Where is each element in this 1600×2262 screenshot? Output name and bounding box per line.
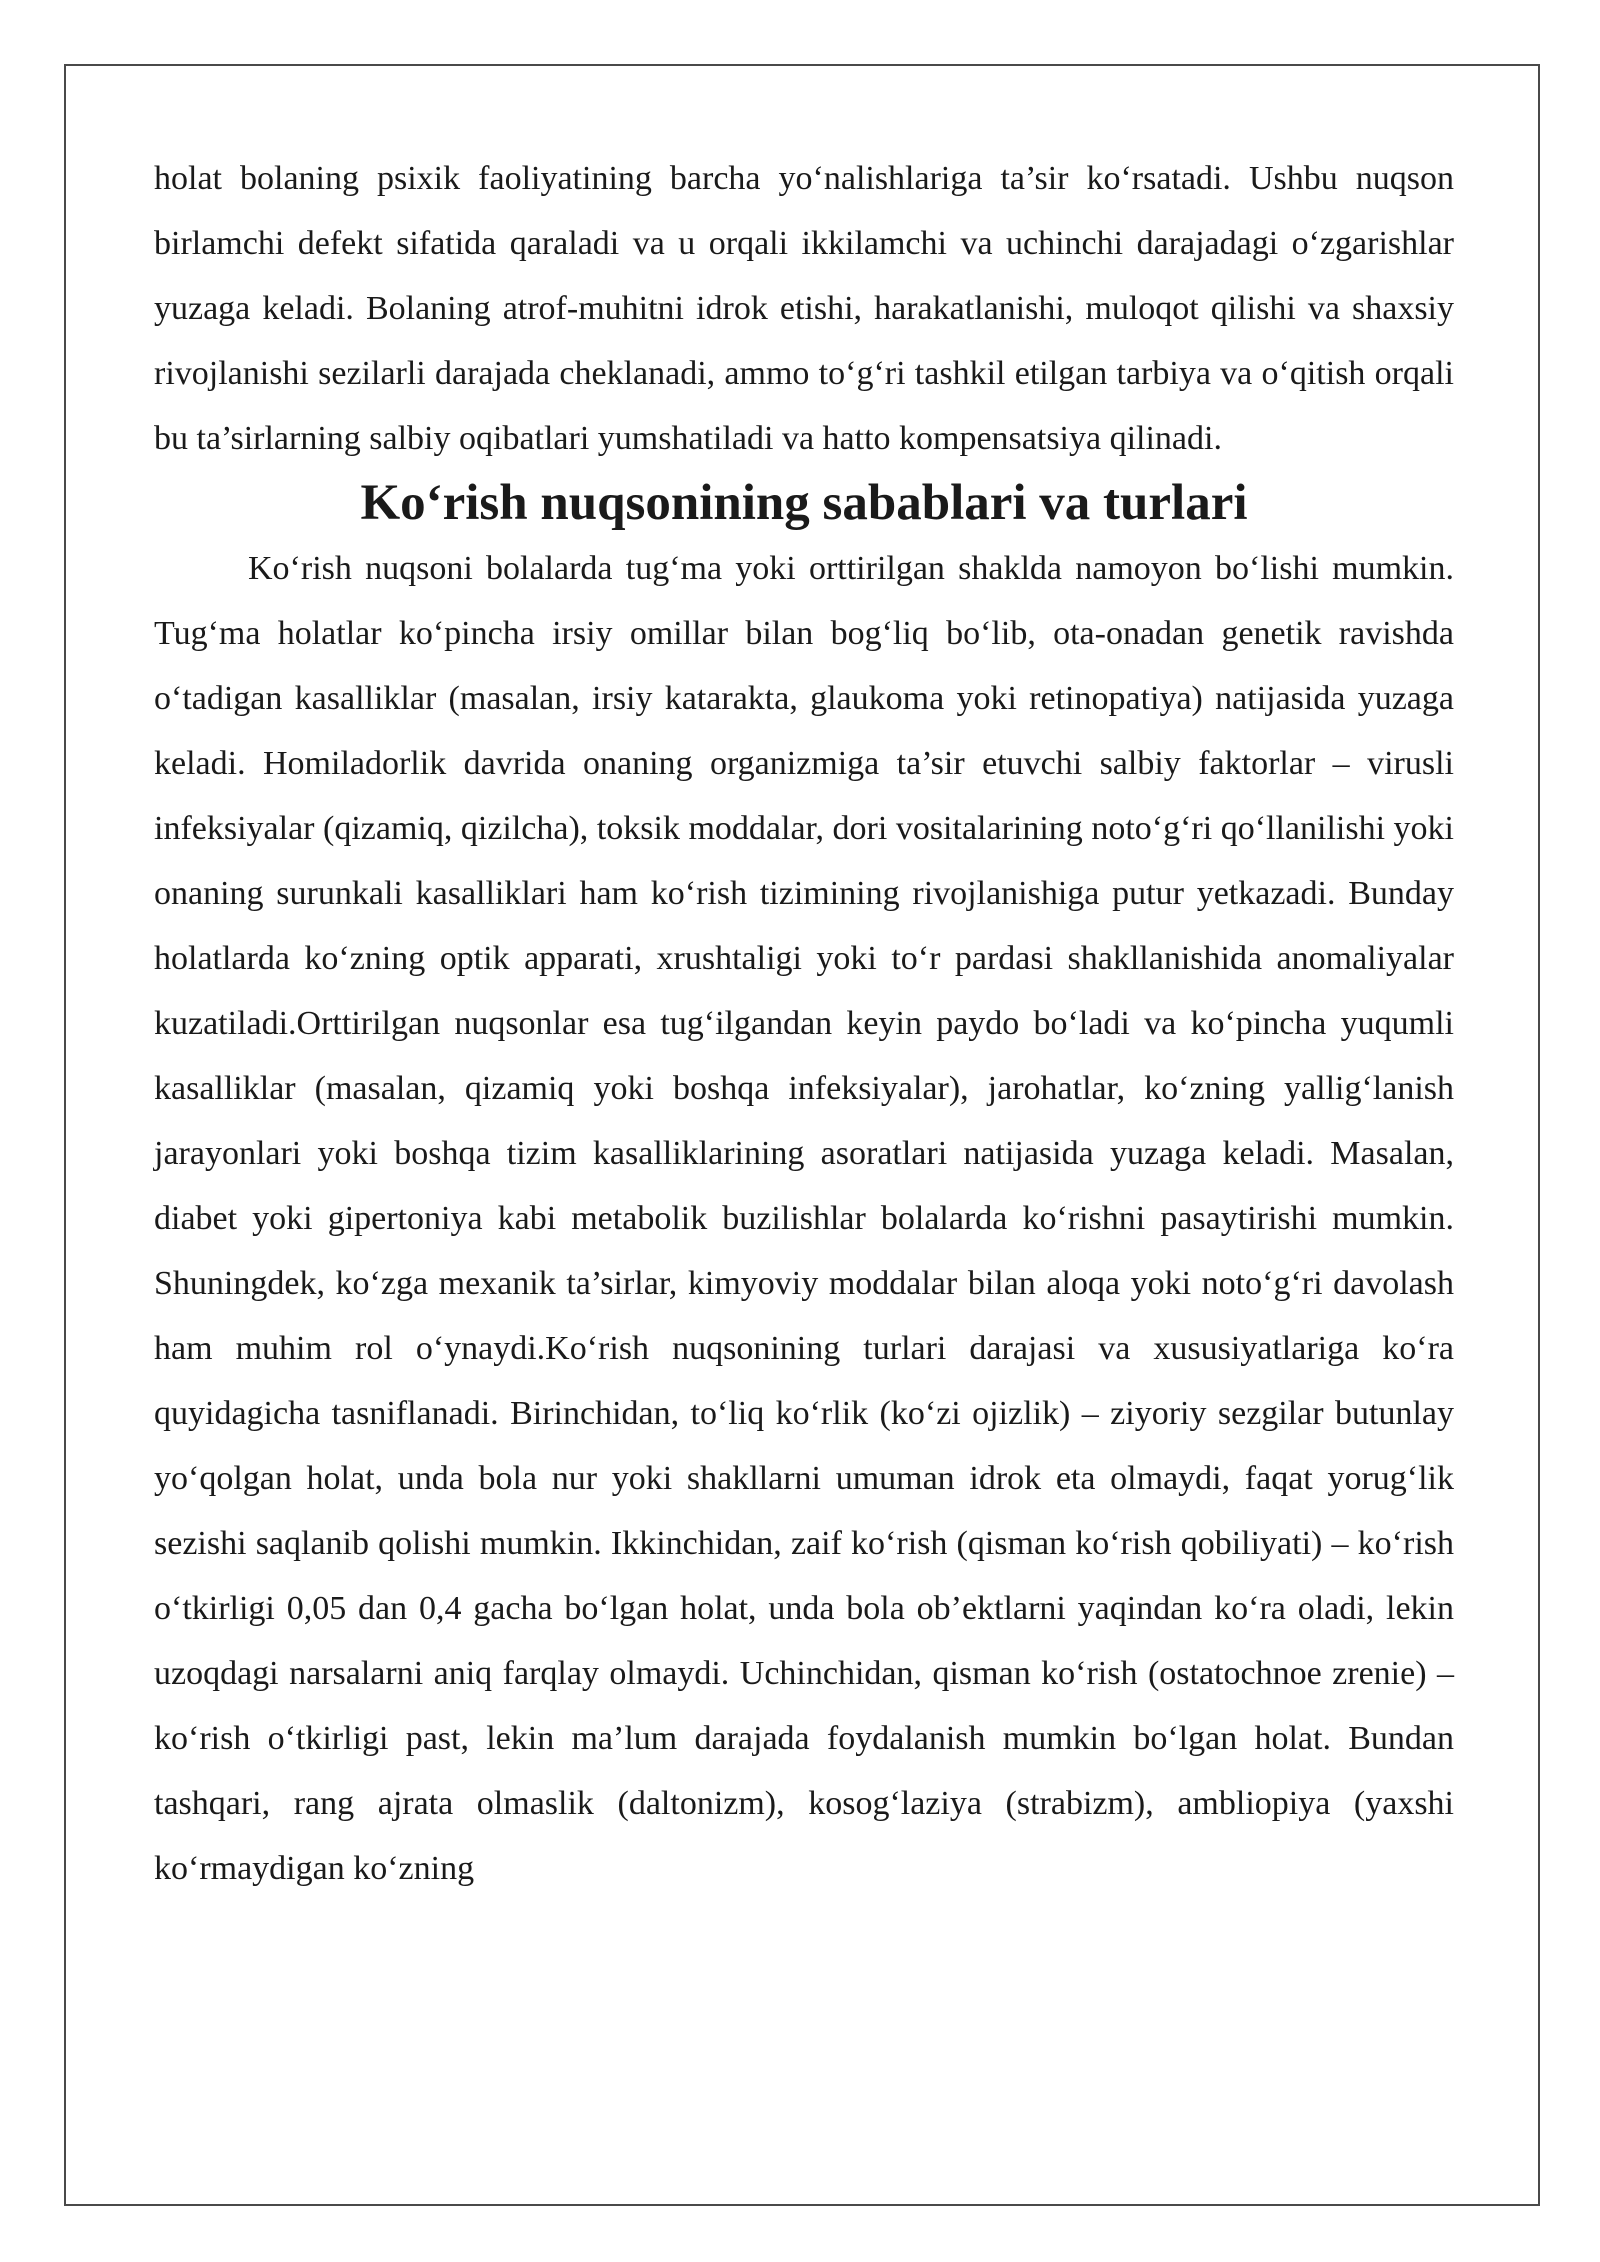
paragraph-continued: holat bolaning psixik faoliyatining barcha yo‘nalishlariga ta’sir ko‘rsatadi. Ushbu nuqson birlamchi defekt sifatida qaraladi va u orqali ikkilamchi va uchinchi darajadagi o‘zgarishlar yuzaga keladi. Bolaning atrof-muhitni idrok etishi, harakatlanishi, muloqot qilishi va shaxsiy rivojlanishi sezilarli darajada cheklanadi, ammo to‘g‘ri tashkil etilgan tarbiya va o‘qitish orqali bu ta’sirlarning salbiy oqibatlari yumshatiladi va hatto kompensatsiya qilinadi. bbox=[154, 160, 1454, 457]
document-body bbox=[154, 146, 1454, 1901]
section-paragraph: Ko‘rish nuqsoni bolalarda tug‘ma yoki orttirilgan shakldа namoyon bo‘lishi mumkin. Tug‘ma holatlar ko‘pincha irsiy omillar bilan bog‘liq bo‘lib, ota-onadan genetik ravishda o‘tadigan kasalliklar (masalan, irsiy katarakta, glaukoma yoki retinopatiya) natijasida yuzaga keladi. Homiladorlik davrida onaning organizmiga ta’sir etuvchi salbiy faktorlar – virusli infeksiyalar (qizamiq, qizilcha), toksik moddalar, dori vositalarining noto‘g‘ri qo‘llanilishi yoki onaning surunkali kasalliklari ham ko‘rish tizimining rivojlanishiga putur yetkazadi. Bunday holatlarda ko‘zning optik apparati, xrushtaligi yoki to‘r pardasi shakllanishida anomaliyalar kuzatiladi.Orttirilgan nuqsonlar esa tug‘ilgandan keyin paydo bo‘ladi va ko‘pincha yuqumli kasalliklar (masalan, qizamiq yoki boshqa infeksiyalar), jarohatlar, ko‘zning yallig‘lanish jarayonlari yoki boshqa tizim kasalliklarining asoratlari natijasida yuzaga keladi. Masalan, diabet yoki gipertoniya kabi metabolik buzilishlar bolalarda ko‘rishni pasaytirishi mumkin. Shuningdek, ko‘zga mexanik ta’sirlar, kimyoviy moddalar bilan aloqa yoki noto‘g‘ri davolash ham muhim rol o‘ynaydi.Ko‘rish nuqsonining turlari darajasi va xususiyatlariga ko‘ra quyidagicha tasniflanadi. Birinchidan, to‘liq ko‘rlik (ko‘zi ojizlik) – ziyoriy sezgilar butunlay yo‘qolgan holat, unda bola nur yoki shakllarni umuman idrok eta olmaydi, faqat yorug‘lik sezishi saqlanib qolishi mumkin. Ikkinchidan, zaif ko‘rish (qisman ko‘rish qobiliyati) – ko‘rish o‘tkirligi 0,05 dan 0,4 gacha bo‘lgan holat, unda bola ob’ektlarni yaqindan ko‘ra oladi, lekin uzoqdagi narsalarni aniq farqlay olmaydi. Uchinchidan, qisman ko‘rish (ostatochnoe zrenie) – ko‘rish o‘tkirligi past, lekin ma’lum darajada foydalanish mumkin bo‘lgan holat. Bundan tashqari, rang ajrata olmaslik (daltonizm), kosog‘laziya (strabizm), ambliopiya (yaxshi ko‘rmaydigan ko‘zning bbox=[154, 550, 1454, 1887]
section-heading: Ko‘rish nuqsonining sabablari va turlari bbox=[360, 475, 1248, 531]
